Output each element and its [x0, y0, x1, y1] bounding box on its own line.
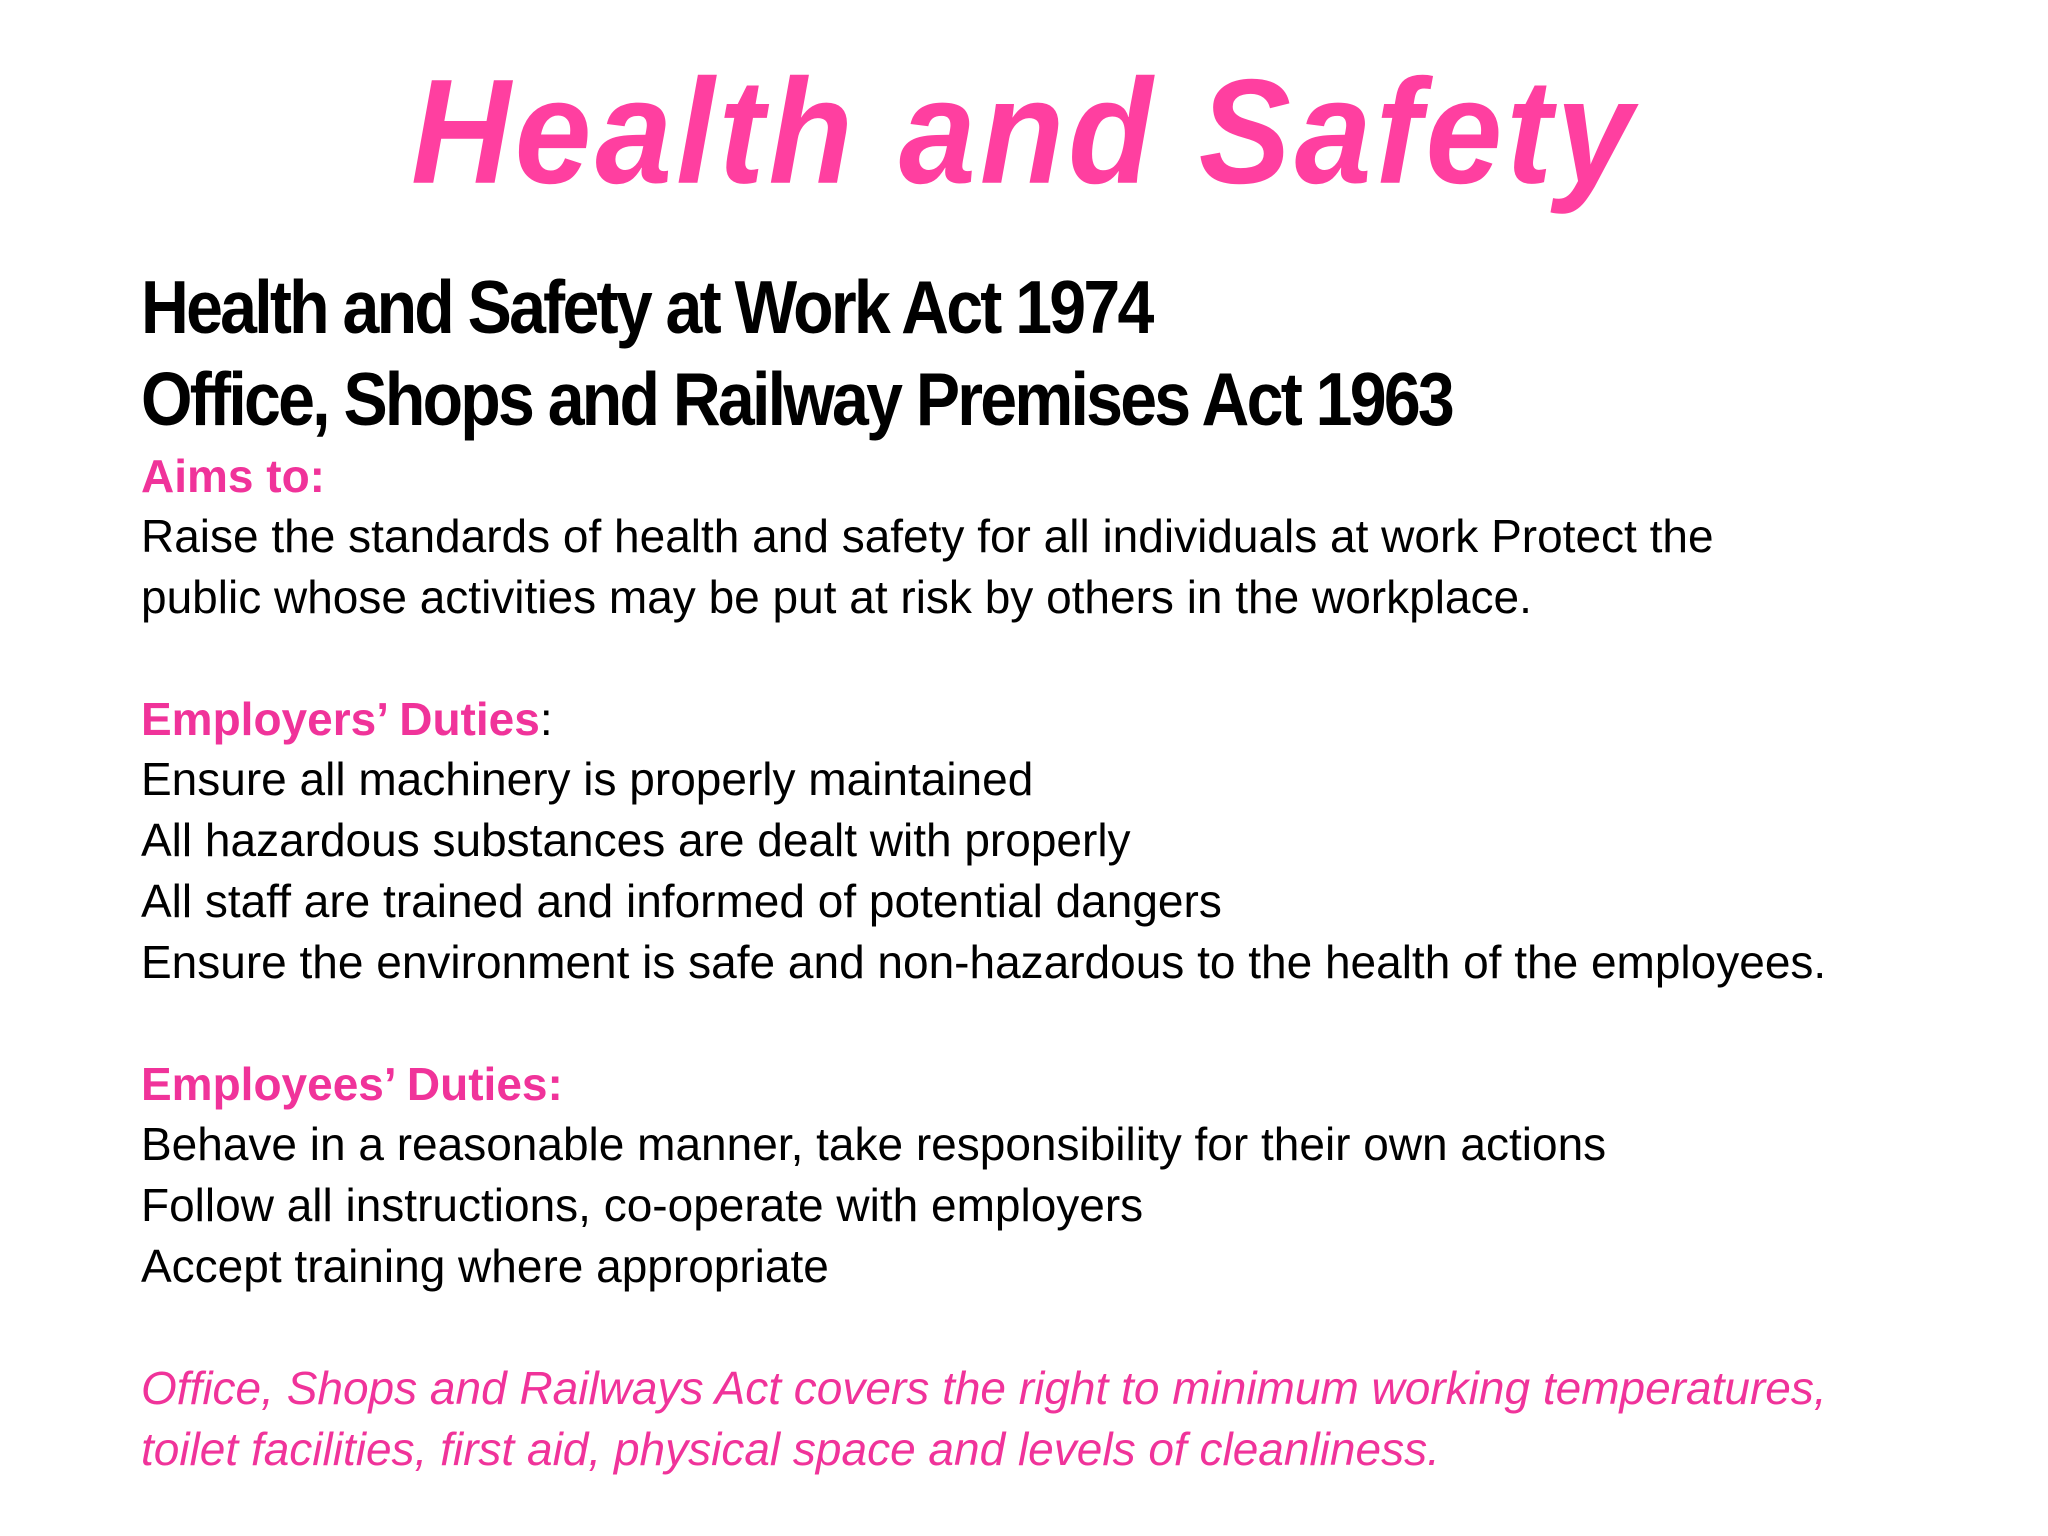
act-note-line: toilet facilities, first aid, physical space and levels of cleanliness. — [141, 1423, 1440, 1475]
employers-duty-item: Ensure all machinery is properly maintained — [141, 753, 1034, 805]
page-title: Health and Safety — [411, 48, 1637, 216]
aims-line: Raise the standards of health and safety for all individuals at work Protect the — [141, 510, 1714, 562]
employers-duty-item: All staff are trained and informed of potential dangers — [141, 875, 1222, 927]
employees-duty-item: Follow all instructions, co-operate with employers — [141, 1179, 1144, 1231]
act-heading-1963: Office, Shops and Railway Premises Act 1963 — [141, 358, 1452, 442]
aims-label: Aims to: — [141, 450, 325, 502]
spacer — [141, 628, 2031, 689]
employers-duty-item: All hazardous substances are dealt with properly — [141, 814, 1131, 866]
spacer — [141, 993, 2031, 1054]
spacer — [141, 1297, 2031, 1358]
employers-duties-colon: : — [539, 693, 553, 745]
employers-duties-heading — [141, 689, 2031, 749]
employers-duty-item: Ensure the environment is safe and non-hazardous to the health of the employees. — [141, 936, 1827, 988]
employees-duty-item: Behave in a reasonable manner, take responsibility for their own actions — [141, 1118, 1607, 1170]
employees-duty-item: Accept training where appropriate — [141, 1240, 829, 1292]
employers-duties-label: Employers’ Duties — [141, 693, 540, 745]
employees-duties-label: Employees’ Duties: — [141, 1058, 563, 1110]
act-heading-1974: Health and Safety at Work Act 1974 — [141, 266, 1152, 350]
act-note-line: Office, Shops and Railways Act covers the right to minimum working temperatures, — [141, 1362, 1827, 1414]
aims-line: public whose activities may be put at risk by others in the workplace. — [141, 571, 1532, 623]
slide-content — [141, 262, 2031, 1480]
